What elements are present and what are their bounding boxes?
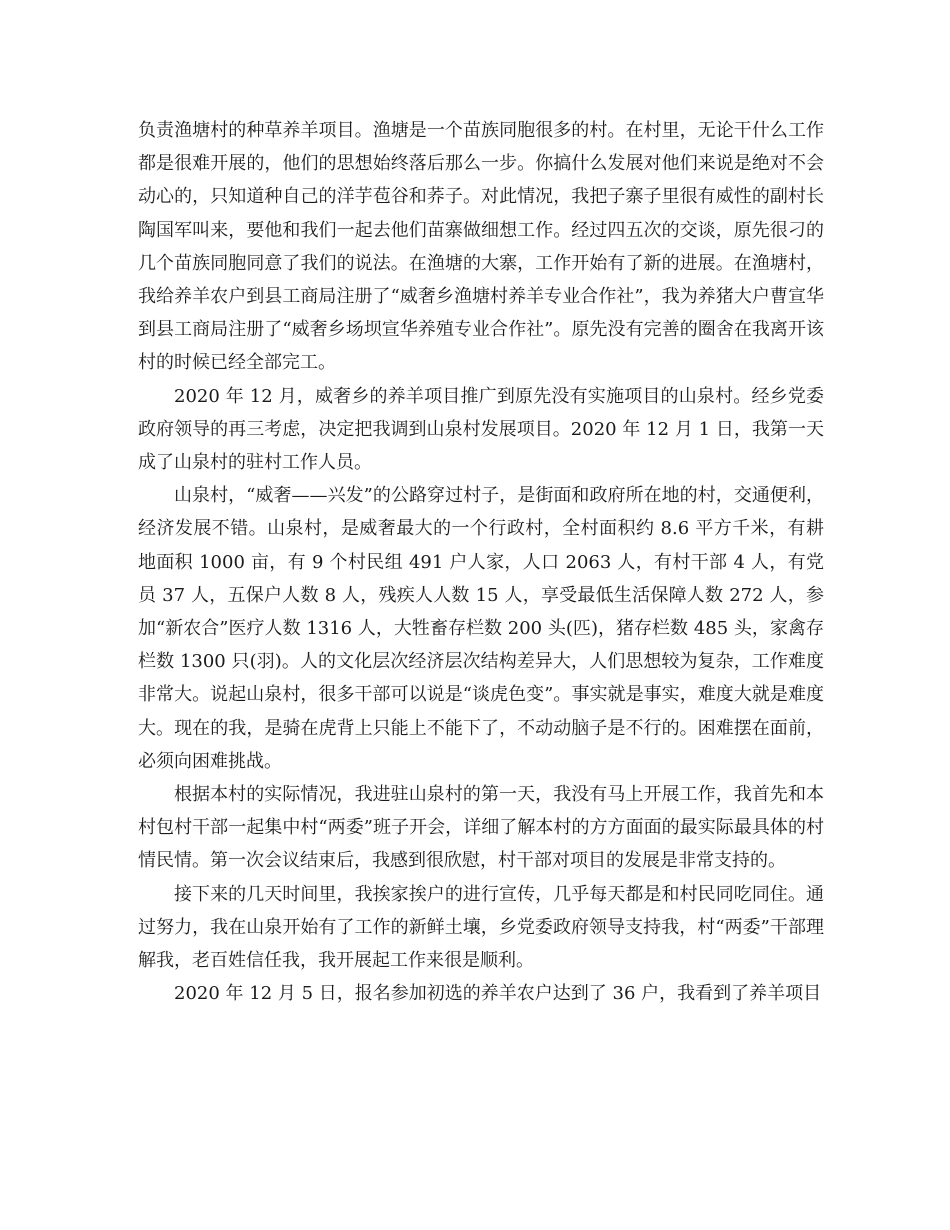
paragraph-3: 山泉村，“威奢——兴发”的公路穿过村子，是街面和政府所在地的村，交通便利，经济发展不错。山泉村，是威奢最大的一个行政村，全村面积约 8.6 平方千米，有耕地面积 1000 亩，有 9 个村民组 491 户人家，人口 2063 人，有村干部 4 人，有党员 37 人，五保户人数 8 人，残疾人人数 15 人，享受最低生活保障人数 272 人，参加“新农合”医疗人数 1316 人，大牲畜存栏数 200 头(匹)，猪存栏数 485 头，家禽存栏数 1300 只(羽)。人的文化层次经济层次结构差异大，人们思想较为复杂，工作难度非常大。说起山泉村，很多干部可以说是“谈虎色变”。事实就是事实，难度大就是难度大。现在的我，是骑在虎背上只能上不能下了，不动动脑子是不行的。困难摆在面前，必须向困难挑战。: [138, 485, 824, 772]
paragraph-5: 接下来的几天时间里，我挨家挨户的进行宣传，几乎每天都是和村民同吃同住。通过努力，我在山泉开始有了工作的新鲜土壤，乡党委政府领导支持我，村“两委”干部理解我，老百姓信任我，我开展起工作来很是顺利。: [138, 883, 824, 972]
document-body: [138, 114, 824, 1010]
paragraph-6: 2020 年 12 月 5 日，报名参加初选的养羊农户达到了 36 户，我看到了养羊项目: [174, 983, 822, 1005]
paragraph-4: 根据本村的实际情况，我进驻山泉村的第一天，我没有马上开展工作，我首先和本村包村干部一起集中村“两委”班子开会，详细了解本村的方方面面的最实际最具体的村情民情。第一次会议结束后，我感到很欣慰，村干部对项目的发展是非常支持的。: [138, 784, 824, 872]
paragraph-2: 2020 年 12 月，威奢乡的养羊项目推广到原先没有实施项目的山泉村。经乡党委政府领导的再三考虑，决定把我调到山泉村发展项目。2020 年 12 月 1 日，我第一天成了山泉村的驻村工作人员。: [138, 385, 824, 474]
paragraph-1: 负责渔塘村的种草养羊项目。渔塘是一个苗族同胞很多的村。在村里，无论干什么工作都是很难开展的，他们的思想始终落后那么一步。你搞什么发展对他们来说是绝对不会动心的，只知道种自己的洋芋苞谷和荞子。对此情况，我把子寨子里很有威性的副村长陶国军叫来，要他和我们一起去他们苗寨做细想工作。经过四五次的交谈，原先很刁的几个苗族同胞同意了我们的说法。在渔塘的大寨，工作开始有了新的进展。在渔塘村，我给养羊农户到县工商局注册了“威奢乡渔塘村养羊专业合作社”，我为养猪大户曹宣华到县工商局注册了“威奢乡场坝宣华养殖专业合作社”。原先没有完善的圈舍在我离开该村的时候已经全部完工。: [138, 120, 824, 374]
